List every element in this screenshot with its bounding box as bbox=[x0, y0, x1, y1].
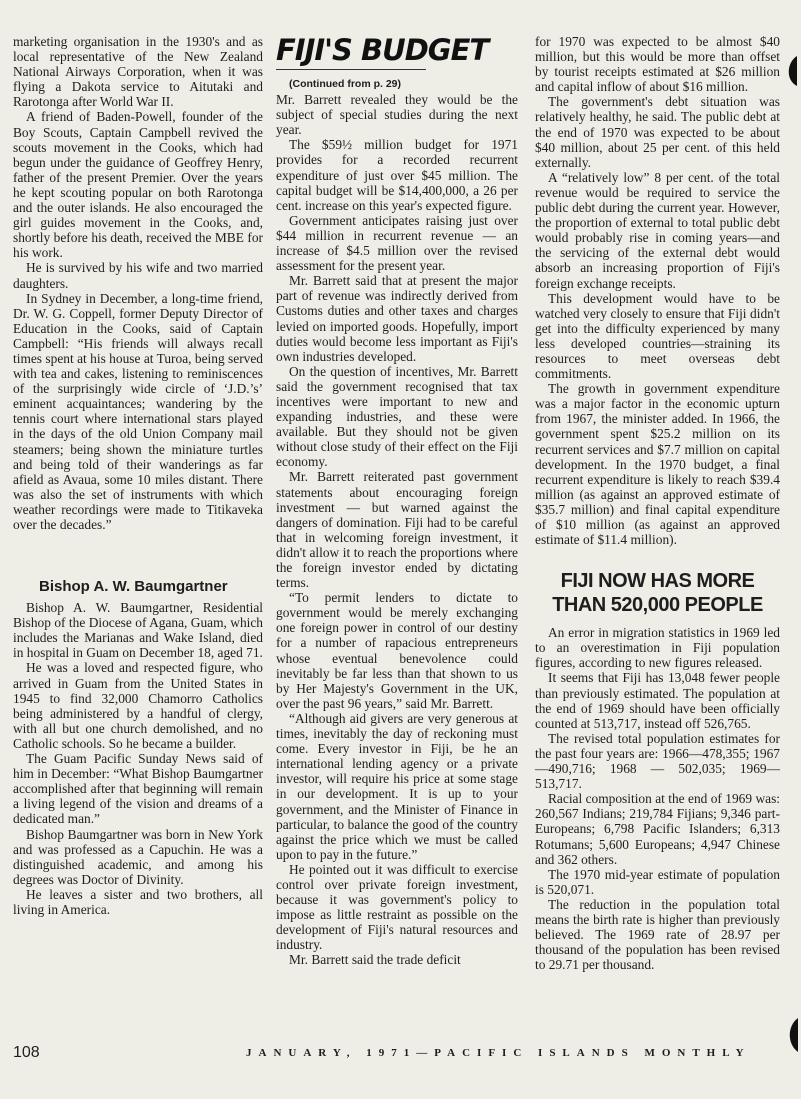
article-heading: FIJI NOW HAS MORE THAN 520,000 PEOPLE bbox=[552, 570, 763, 617]
article-paragraph: The growth in government expenditure was a major factor in the economic upturn from 1967, the minister added. In 1966, the government spent $25.2 million on its recurrent services and $7.7 million on capital development. In the 1970 budget, a final recurrent expenditure is likely to reach $39.4 million (as against an approved estimate of $35.7 million) and final capital expenditure of $10 million (as against an approved estimate of $11.4 million). bbox=[535, 381, 780, 548]
article-paragraph: marketing organisation in the 1930's and as local representative of the New Zealand National Airways Corporation, when it was flying a Dakota service to Aitutaki and Rarotonga after World War II. bbox=[13, 34, 263, 110]
article-paragraph: He leaves a sister and two brothers, all living in America. bbox=[13, 886, 263, 917]
article-paragraph: Government anticipates raising just over $44 million in recurrent revenue — an increase of $4.5 million over the revised assessment for the present year. bbox=[276, 212, 518, 274]
article-paragraph: Bishop A. W. Baumgartner, Residential Bishop of the Diocese of Agana, Guam, which includes the Marianas and Wake Island, died in hospital in Guam on December 18, aged 71. bbox=[13, 600, 263, 661]
article-paragraph: The 1970 mid-year estimate of population is 520,071. bbox=[535, 866, 780, 897]
column-3 bbox=[535, 34, 780, 972]
page-footer bbox=[13, 1044, 783, 1064]
article-paragraph: It seems that Fiji has 13,048 fewer people than previously estimated. The population at the end of 1969 should have been officially counted at 513,717, instead off 526,765. bbox=[535, 670, 780, 731]
article-paragraph: The $59½ million budget for 1971 provides for a recorded recurrent expenditure of just over $45 million. The capital budget will be $14,400,000, a 26 per cent. increase on this year's expected figure. bbox=[276, 137, 518, 213]
article-paragraph: Mr. Barrett said that at present the major part of revenue was indirectly derived from Customs duties and other taxes and charges levied on imported goods. Hopefully, import duties would become less important as Fiji's own industries developed. bbox=[276, 273, 518, 364]
article-paragraph: He is survived by his wife and two married daughters. bbox=[13, 260, 263, 291]
column-1 bbox=[13, 34, 263, 917]
article-paragraph: An error in migration statistics in 1969 led to an overestimation in Fiji population figures, according to new figures released. bbox=[535, 625, 780, 671]
article-paragraph: On the question of incentives, Mr. Barrett said the government recognised that tax incentives were important to new and expanding industries, and these were available. But they should not be given without close study of their effect on the Fiji economy. bbox=[276, 363, 518, 470]
article-paragraph: Mr. Barrett said the trade deficit bbox=[289, 952, 461, 968]
article-paragraph: “To permit lenders to dictate to government would be merely exchanging one foreign power in control of our destiny for a number of rapacious entrepreneurs whose eventual benevolence could inevitably be far less than that shown to us by Her Majesty's Government in the UK, over the past 96 years,” said Mr. Barrett. bbox=[276, 590, 518, 711]
article-paragraph: In Sydney in December, a long-time friend, Dr. W. G. Coppell, former Deputy Director of Education in the Cooks, said of Captain Campbell: “His friends will always recall times spent at his house at Turoa, being served with tea and cakes, listening to reminiscences of the surprisingly wide circle of ‘J.D.’s’ eminent acquaintances; wandering by the tennis court where international stars played in the days of the old Union Company mail steamers; being shown the miniature turtles and being told of their wanderings as far afield as Avaua, some 10 miles distant. There was also the set of instruments with which weather recordings were made to Titikaveka over the decades.” bbox=[13, 290, 263, 532]
article-paragraph: Mr. Barrett revealed they would be the subject of special studies during the next year. bbox=[276, 92, 518, 138]
obituary-subheading: Bishop A. W. Baumgartner bbox=[39, 578, 228, 596]
article-paragraph: This development would have to be watched very closely to ensure that Fiji didn't get into the difficulty experienced by many less developed countries—straining its resources to meet overseas debt commitments. bbox=[535, 290, 780, 382]
binding-mark-icon bbox=[783, 56, 797, 86]
article-paragraph: He pointed out it was difficult to exercise control over private foreign investment, because it was government's policy to impose as little restraint as possible on the development of Fiji's natural resources and industry. bbox=[276, 861, 518, 953]
page-number: 108 bbox=[13, 1044, 40, 1061]
article-paragraph: Mr. Barrett reiterated past government statements about encouraging foreign investment — but warned against the dangers of domination. Fiji had to be careful that in welcoming foreign investment, it didn't allow it to reach the proportions where the foreign investor ended by dictating terms. bbox=[276, 469, 518, 591]
running-title: JANUARY, 1971—PACIFIC ISLANDS MONTHLY bbox=[246, 1047, 751, 1059]
title-rule bbox=[276, 69, 426, 70]
article-paragraph: A “relatively low” 8 per cent. of the total revenue would be required to service the public debt during the current year. However, the proportion of external to total public debt would probably rise in coming years—and the servicing of the external debt would absorb an increasing proportion of Fiji's foreign exchange receipts. bbox=[535, 169, 780, 291]
article-paragraph: The Guam Pacific Sunday News said of him in December: “What Bishop Baumgartner accomplished after that beginning will remain a living legend of the vision and dreams of a dedicated man.” bbox=[13, 751, 263, 827]
continued-note: (Continued from p. 29) bbox=[289, 78, 401, 90]
article-paragraph: A friend of Baden-Powell, founder of the Boy Scouts, Captain Campbell revived the scouts movement in the Cooks, which had begun under the guidance of Geoffrey Henry, father of the present Premier. Over the years he kept scouting popular on both Rarotonga and the outer islands. He also encouraged the girl guides movement in the Cooks, and, shortly before his death, received the MBE for his work. bbox=[13, 109, 263, 261]
article-paragraph: Racial composition at the end of 1969 was: 260,567 Indians; 219,784 Fijians; 9,346 part-Europeans; 6,798 Pacific Islanders; 6,313 Rotumans; 5,600 Europeans; 4,947 Chinese and 362 others. bbox=[535, 791, 780, 867]
article-paragraph: Bishop Baumgartner was born in New York and was professed as a Capuchin. He was a distinguished academic, and among his degrees was Doctor of Divinity. bbox=[13, 826, 263, 887]
article-paragraph: for 1970 was expected to be almost $40 million, but this would be more than offset by tourist receipts estimated at $26 million and capital inflow of about $16 million. bbox=[535, 34, 780, 95]
article-title: FIJI'S BUDGET bbox=[276, 33, 489, 67]
binding-mark-icon bbox=[784, 1018, 798, 1052]
column-2 bbox=[276, 34, 518, 968]
article-paragraph: He was a loved and respected figure, who arrived in Guam from the United States in 1945 to find 32,000 Chamorro Catholics being administered by a handful of clergy, with all but one church demolished, and no Catholic schools. So he became a builder. bbox=[13, 660, 263, 751]
article-paragraph: “Although aid givers are very generous at times, inevitably the day of reckoning must come. Every investor in Fiji, be he an international lending agency or a private investor, will require his price at some stage in our development. It is up to your government, and the Minister of Finance in particular, to balance the good of the country against the price which we must be called upon to pay in the future.” bbox=[276, 710, 518, 862]
article-paragraph: The reduction in the population total means the birth rate is higher than previously believed. The 1969 rate of 28.97 per thousand of the population has been revised to 29.71 per thousand. bbox=[535, 896, 780, 973]
article-paragraph: The government's debt situation was relatively healthy, he said. The public debt at the end of 1970 was expected to be about $40 million, about 25 per cent. of this held externally. bbox=[535, 94, 780, 170]
article-paragraph: The revised total population estimates for the past four years are: 1966—478,355; 1967—490,716; 1968 — 502,035; 1969—513,717. bbox=[535, 730, 780, 792]
